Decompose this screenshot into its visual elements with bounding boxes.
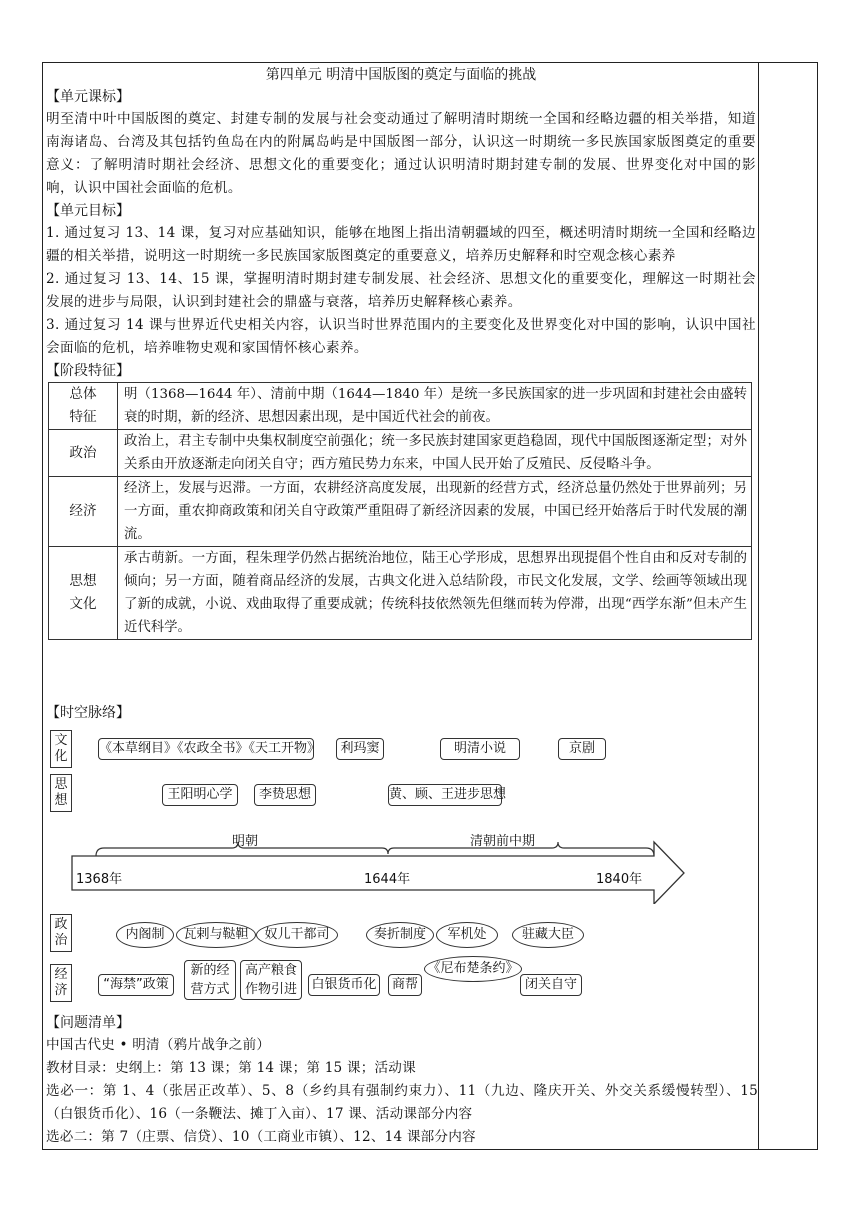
question-line: 教材目录：史纲上：第 13 课；第 14 课；第 15 课；活动课 bbox=[46, 1060, 416, 1076]
politics-oirat-tatar: 瓦剌与鞑靼 bbox=[176, 922, 256, 948]
economy-silver: 白银货币化 bbox=[308, 974, 380, 996]
politics-nurgan: 奴儿干都司 bbox=[256, 922, 338, 948]
economy-new-mgmt: 新的经 营方式 bbox=[184, 960, 236, 1000]
table-row bbox=[49, 547, 752, 640]
year-1644: 1644年 bbox=[364, 872, 411, 887]
politics-cabinet: 内阁制 bbox=[116, 922, 174, 948]
category-culture: 文化 bbox=[50, 730, 72, 768]
culture-books: 《本草纲目》《农政全书》《天工开物》 bbox=[98, 738, 314, 760]
era-qing: 清朝前中期 bbox=[470, 834, 536, 849]
thought-progressive: 黄、顾、王进步思想 bbox=[388, 784, 502, 806]
feature-head: 经济 bbox=[49, 477, 118, 547]
economy-closed-door: 闭关自守 bbox=[520, 974, 582, 996]
feature-head: 政治 bbox=[49, 430, 118, 477]
main-content bbox=[46, 64, 756, 640]
category-thought: 思想 bbox=[50, 774, 72, 812]
category-economy: 经济 bbox=[50, 964, 72, 1002]
feature-text: 政治上，君主专制中央集权制度空前强化；统一多民族封建国家更趋稳固，现代中国版图逐渐定型；对外关系由开放逐渐走向闭关自守；西方殖民势力东来，中国人民开始了反殖民、反侵略斗争。 bbox=[118, 430, 752, 477]
feature-head: 思想文化 bbox=[49, 547, 118, 640]
goal-item-1: 1. 通过复习 13、14 课，复习对应基础知识，能够在地图上指出清朝疆域的四至，概述明清时期统一全国和经略边疆的相关举措，说明这一时期统一多民族国家版图奠定的重要意义，培养历史解释和时空观念核心素养 bbox=[46, 225, 756, 264]
politics-tibet-amban: 驻藏大臣 bbox=[512, 922, 584, 948]
year-1840: 1840年 bbox=[596, 872, 643, 887]
feature-text: 承古萌新。一方面，程朱理学仍然占据统治地位，陆王心学形成，思想界出现提倡个性自由和反对专制的倾向；另一方面，随着商品经济的发展，古典文化进入总结阶段，市民文化发展，文学、绘画等领域出现了新的成就，小说、戏曲取得了重要成就；传统科技依然领先但继而转为停滞，出现“西学东渐”但未产生近代科学。 bbox=[118, 547, 752, 640]
section-curriculum-heading: 【单元课标】 bbox=[46, 89, 130, 105]
features-table bbox=[48, 382, 752, 640]
politics-grand-council: 军机处 bbox=[436, 922, 498, 948]
culture-ricci: 利玛窦 bbox=[336, 738, 384, 760]
economy-haijin: “海禁”政策 bbox=[98, 974, 174, 996]
section-timeline-heading: 【时空脉络】 bbox=[46, 705, 130, 721]
year-1368: 1368年 bbox=[76, 872, 123, 887]
question-line: 中国古代史 • 明清（鸦片战争之前） bbox=[46, 1037, 271, 1053]
feature-head: 总体特征 bbox=[49, 383, 118, 430]
table-row bbox=[49, 383, 752, 430]
politics-memorial: 奏折制度 bbox=[366, 922, 434, 948]
curriculum-text: 明至清中叶中国版图的奠定、封建专制的发展与社会变动通过了解明清时期统一全国和经略边疆的相关举措，知道南海诸岛、台湾及其包括钓鱼岛在内的附属岛屿是中国版图一部分，认识这一时期统一多民族国家版图奠定的重要意义：了解明清时期社会经济、思想文化的重要变化；通过认识明清时期封建专制的发展、世界变化对中国的影响，认识中国社会面临的危机。 bbox=[46, 111, 756, 196]
thought-li-zhi: 李贽思想 bbox=[254, 784, 316, 806]
economy-crops: 高产粮食 作物引进 bbox=[240, 960, 302, 1000]
feature-text: 经济上，发展与迟滞。一方面，农耕经济高度发展，出现新的经营方式，经济总量仍然处于世界前列；另一方面，重农抑商政策和闭关自守政策严重阻碍了新经济因素的发展，中国已经开始落后于时代发展的潮流。 bbox=[118, 477, 752, 547]
era-ming: 明朝 bbox=[232, 834, 259, 849]
goal-item-2: 2. 通过复习 13、14、15 课，掌握明清时期封建专制发展、社会经济、思想文化的重要变化，理解这一时期社会发展的进步与局限，认识到封建社会的鼎盛与衰落，培养历史解释核心素养。 bbox=[46, 271, 756, 310]
goal-item-3: 3. 通过复习 14 课与世界近代史相关内容，认识当时世界范围内的主要变化及世界变化对中国的影响，认识中国社会面临的危机，培养唯物史观和家国情怀核心素养。 bbox=[46, 317, 756, 356]
table-row bbox=[49, 430, 752, 477]
category-politics: 政治 bbox=[50, 914, 72, 952]
column-divider bbox=[758, 62, 759, 1150]
culture-peking-opera: 京剧 bbox=[558, 738, 606, 760]
section-questions-heading: 【问题清单】 bbox=[46, 1015, 130, 1031]
section-features-heading: 【阶段特征】 bbox=[46, 363, 130, 379]
feature-text: 明（1368—1644 年）、清前中期（1644—1840 年）是统一多民族国家的进一步巩固和封建社会由盛转衰的时期，新的经济、思想因素出现，是中国近代社会的前夜。 bbox=[118, 383, 752, 430]
question-line: 选必二：第 7（庄票、信贷）、10（工商业市镇）、12、14 课部分内容 bbox=[46, 1129, 476, 1145]
questions-section bbox=[46, 1012, 758, 1149]
culture-novels: 明清小说 bbox=[440, 738, 520, 760]
economy-merchants: 商帮 bbox=[388, 974, 422, 996]
unit-title: 第四单元 明清中国版图的奠定与面临的挑战 bbox=[265, 67, 537, 83]
question-line: 选必一：第 1、4（张居正改革）、5、8（乡约具有强制约束力）、11（九边、隆庆开关、外交关系缓慢转型）、15（白银货币化）、16（一条鞭法、摊丁入亩）、17 课、活动课部分内容 bbox=[46, 1083, 758, 1122]
timeline-arrow bbox=[46, 824, 706, 904]
timeline-diagram bbox=[46, 728, 756, 1018]
thought-wang-yangming: 王阳明心学 bbox=[162, 784, 238, 806]
section-goals-heading: 【单元目标】 bbox=[46, 203, 130, 219]
table-row bbox=[49, 477, 752, 547]
economy-nerchinsk: 《尼布楚条约》 bbox=[424, 956, 522, 982]
